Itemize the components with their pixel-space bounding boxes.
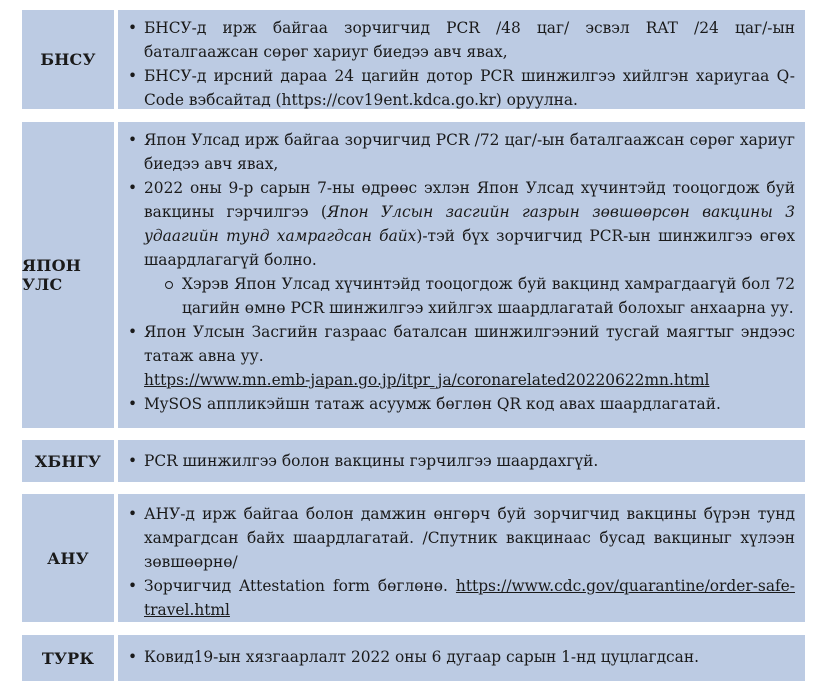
requirement-item: • БНСУ-д ирсний дараа 24 цагийн дотор PCR шинжилгээ хийлгэн хариугаа Q-Code вэбсайтад (https://cov19ent.kdca.go.kr) оруулна. <box>126 64 795 112</box>
row-turkey <box>22 635 805 681</box>
row-germany <box>22 440 805 482</box>
country-label: ТУРК <box>22 635 114 681</box>
requirement-item: • АНУ-д ирж байгаа болон дамжин өнгөрч буй зорчигчид вакцины бүрэн тунд хамрагдсан байх шаардлагатай. /Спутник вакцинаас бусад вакциныг хүлээн зөвшөөрнө/ <box>126 502 795 574</box>
row-korea <box>22 10 805 109</box>
country-label: ЯПОН УЛС <box>22 122 114 428</box>
requirement-item: • PCR шинжилгээ болон вакцины гэрчилгээ шаардахгүй. <box>126 449 795 473</box>
row-japan <box>22 122 805 428</box>
requirement-item: • Япон Улсын Засгийн газраас баталсан шинжилгээний тусгай маягтыг эндээс татаж авна уу. <box>126 320 795 368</box>
italic-note: Япон Улсын засгийн газрын зөвшөөрсөн вакцины 3 удаагийн тунд хамрагдсан байх <box>144 203 795 245</box>
requirement-item: • БНСУ-д ирж байгаа зорчигчид PCR /48 цаг/ эсвэл RAT /24 цаг/-ын баталгаажсан сөрөг хариуг биедээ авч явах, <box>126 16 795 64</box>
requirements-cell <box>118 494 805 622</box>
requirements-cell <box>118 440 805 482</box>
sub-requirement-item: Хэрэв Япон Улсад хүчинтэйд тооцогдож буй вакцинд хамрагдаагүй бол 72 цагийн өмнө PCR шинжилгээ хийлгэх шаардлагатай болохыг анхаарна уу. <box>144 272 795 320</box>
requirement-item: • Япон Улсад ирж байгаа зорчигчид PCR /72 цаг/-ын баталгаажсан сөрөг хариуг биедээ авч явах, <box>126 128 795 176</box>
country-label: БНСУ <box>22 10 114 109</box>
requirements-cell <box>118 122 805 428</box>
requirement-item: • Зорчигчид Attestation form бөглөнө. https://www.cdc.gov/quarantine/order-safe-travel.html <box>126 574 795 622</box>
requirements-cell <box>118 635 805 681</box>
requirement-item: • Ковид19-ын хязгаарлалт 2022 оны 6 дугаар сарын 1-нд цуцлагдсан. <box>126 645 795 669</box>
requirement-item: • 2022 оны 9-р сарын 7-ны өдрөөс эхлэн Япон Улсад хүчинтэйд тооцогдож буй вакцины гэрчилгээ (Япон Улсын засгийн газрын зөвшөөрсөн вакцины 3 удаагийн тунд хамрагдсан байх)-тэй бүх зорчигчид PCR-ын шинжилгээ өгөх шаардлагагүй болно. Хэрэв Япон Улсад хүчинтэйд тооцогдож буй вакцинд хамрагдаагүй бол 72 цагийн өмнө PCR шинжилгээ хийлгэх шаардлагатай болохыг анхаарна уу. <box>126 176 795 320</box>
row-usa <box>22 494 805 622</box>
country-label: ХБНГУ <box>22 440 114 482</box>
country-label: АНУ <box>22 494 114 622</box>
requirement-item: • MySOS аппликэйшн татаж асуумж бөглөн QR код авах шаардлагатай. <box>126 392 795 416</box>
requirements-cell <box>118 10 805 109</box>
japan-form-link[interactable]: https://www.mn.emb-japan.go.jp/itpr_ja/coronarelated20220622mn.html <box>144 371 710 389</box>
cdc-attestation-link[interactable]: https://www.cdc.gov/quarantine/order-safe-travel.html <box>144 577 795 619</box>
